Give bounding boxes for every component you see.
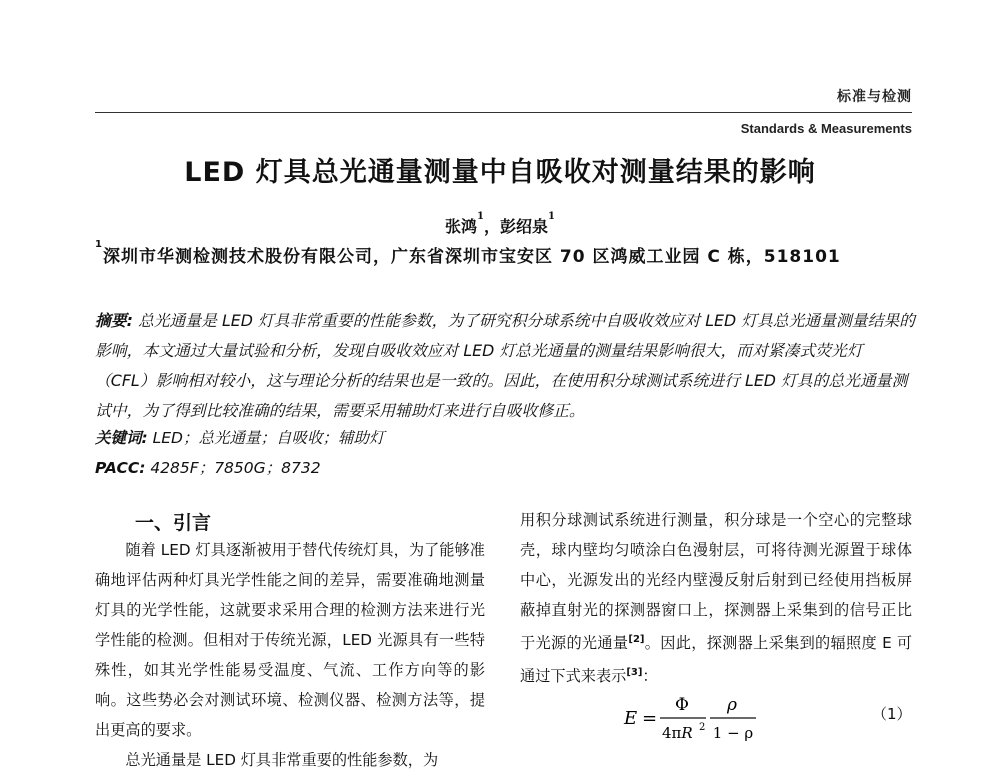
- citation-ref: [2]: [628, 634, 645, 645]
- keywords: [95, 423, 915, 453]
- keywords-text: LED；总光通量；自吸收；辅助灯: [147, 429, 385, 447]
- citation-ref: [3]: [626, 667, 643, 679]
- body-text: 。因此，探测器上采集到的辐照度 E 可通过下式来表示: [520, 634, 913, 686]
- pacc-text: 4285F；7850G；8732: [145, 459, 321, 477]
- body-paragraph: 总光通量是 LED 灯具非常重要的性能参数，为: [125, 751, 439, 769]
- pacc-codes: [95, 453, 915, 483]
- affiliation: [95, 239, 915, 267]
- equation-lhs: E: [624, 708, 638, 729]
- paper-title: LED 灯具总光通量测量中自吸收对测量结果的影响: [184, 157, 816, 188]
- equation-denominator-2: 1 − ρ: [712, 724, 754, 742]
- journal-section-en: Standards & Measurements: [740, 121, 912, 136]
- equation-equals: =: [642, 708, 658, 729]
- body-paragraph: [520, 505, 912, 691]
- affiliation-mark: 1: [95, 239, 103, 250]
- equation-denominator-1-coef: 4π: [662, 724, 682, 742]
- affiliation-text: 深圳市华测检测技术股份有限公司，广东省深圳市宝安区 70 区鸿威工业园 C 栋，518101: [102, 247, 841, 267]
- equation-number: （1）: [872, 705, 912, 723]
- pacc-label: PACC:: [95, 459, 146, 477]
- author-affiliation-mark: 1: [548, 211, 555, 222]
- author-name: 张鸿: [445, 217, 478, 236]
- abstract: [95, 306, 915, 426]
- header-divider: [95, 112, 912, 113]
- author-line: [0, 211, 1000, 237]
- author-name: 彭绍泉: [500, 217, 549, 236]
- journal-section-cn: 标准与检测: [837, 89, 912, 105]
- equation-denominator-1: [662, 724, 693, 742]
- author-affiliation-mark: 1: [477, 211, 484, 222]
- equation-numerator-2: ρ: [727, 695, 737, 715]
- body-text: ：: [642, 667, 658, 686]
- equation-denominator-1-exp: 2: [699, 722, 706, 733]
- abstract-label: 摘要:: [95, 311, 133, 330]
- equation-denominator-1-var: R: [681, 724, 693, 742]
- abstract-text: 总光通量是 LED 灯具非常重要的性能参数，为了研究积分球系统中自吸收效应对 LED 灯具总光通量测量结果的影响，本文通过大量试验和分析，发现自吸收效应对 LED 灯总光通量的测量结果影响很大，而对紧凑式荧光灯（CFL）影响相对较小，这与理论分析的结果也是一致的。因此，在使用积分球测试系统进行 LED 灯具的总光通量测试中，为了得到比较准确的结果，需要采用辅助灯来进行自吸收修正。: [95, 311, 915, 420]
- equation-numerator-1: Φ: [675, 695, 689, 715]
- section-heading: 一、引言: [135, 512, 212, 534]
- body-column-left: [95, 535, 485, 775]
- body-column-right: [520, 505, 912, 691]
- body-text: 用积分球测试系统进行测量，积分球是一个空心的完整球壳，球内壁均匀喷涂白色漫射层，可将待测光源置于球体中心，光源发出的光经内壁漫反射后射到已经使用挡板屏蔽掉直射光的探测器窗口上，探测器上采集到的信号正比于光源的光通量: [520, 511, 912, 653]
- keywords-label: 关键词:: [95, 429, 148, 447]
- body-paragraph: 随着 LED 灯具逐渐被用于替代传统灯具，为了能够准确地评估两种灯具光学性能之间的差异，需要准确地测量灯具的光学性能，这就要求采用合理的检测方法来进行光学性能的检测。但相对于传统光源，LED 光源具有一些特殊性，如其光学性能易受温度、气流、工作方向等的影响。这些势必会对测试环境、检测仪器、检测方法等，提出更高的要求。: [95, 541, 485, 739]
- author-separator: ，: [483, 217, 500, 236]
- equation-1: [620, 688, 780, 748]
